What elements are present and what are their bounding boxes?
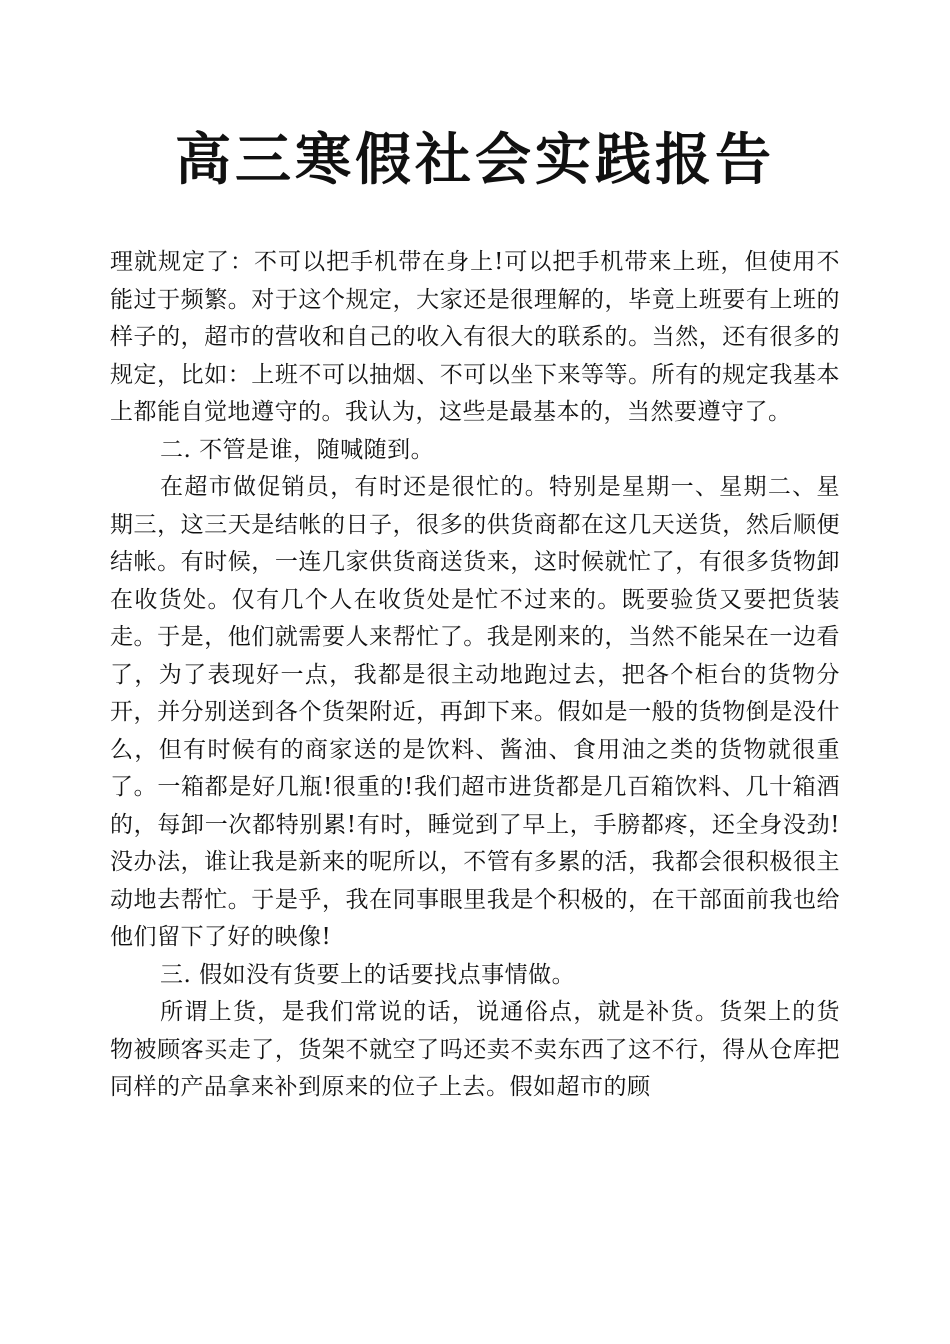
paragraph-rules: 理就规定了：不可以把手机带在身上!可以把手机带来上班，但使用不能过于频繁。对于这个规定，大家还是很理解的，毕竟上班要有上班的样子的，超市的营收和自己的收入有很大的联系的。当然，还有很多的规定，比如：上班不可以抽烟、不可以坐下来等等。所有的规定我基本上都能自觉地遵守的。我认为，这些是最基本的，当然要遵守了。	[110, 249, 840, 425]
paragraph-busy-days: 在超市做促销员，有时还是很忙的。特别是星期一、星期二、星期三，这三天是结帐的日子，很多的供货商都在这几天送货，然后顺便结帐。有时候，一连几家供货商送货来，这时候就忙了，有很多货物卸在收货处。仅有几个人在收货处是忙不过来的。既要验货又要把货装走。于是，他们就需要人来帮忙了。我是刚来的，当然不能呆在一边看了，为了表现好一点，我都是很主动地跑过去，把各个柜台的货物分开，并分别送到各个货架附近，再卸下来。假如是一般的货物倒是没什么，但有时候有的商家送的是饮料、酱油、食用油之类的货物就很重了。一箱都是好几瓶!很重的!我们超市进货都是几百箱饮料、几十箱酒的，每卸一次都特别累!有时，睡觉到了早上，手膀都疼，还全身没劲!没办法，谁让我是新来的呢所以，不管有多累的活，我都会很积极很主动地去帮忙。于是乎，我在同事眼里我是个积极的，在干部面前我也给他们留下了好的映像!	[110, 474, 840, 950]
section-heading-2: 二. 不管是谁，随喊随到。	[160, 436, 435, 463]
paragraph-restocking: 所谓上货，是我们常说的话，说通俗点，就是补货。货架上的货物被顾客买走了，货架不就空了吗还卖不卖东西了这不行，得从仓库把同样的产品拿来补到原来的位子上去。假如超市的顾	[110, 999, 840, 1100]
document-title: 高三寒假社会实践报告	[175, 127, 775, 193]
section-heading-3: 三. 假如没有货要上的话要找点事情做。	[160, 961, 576, 988]
document-body	[110, 244, 840, 1107]
